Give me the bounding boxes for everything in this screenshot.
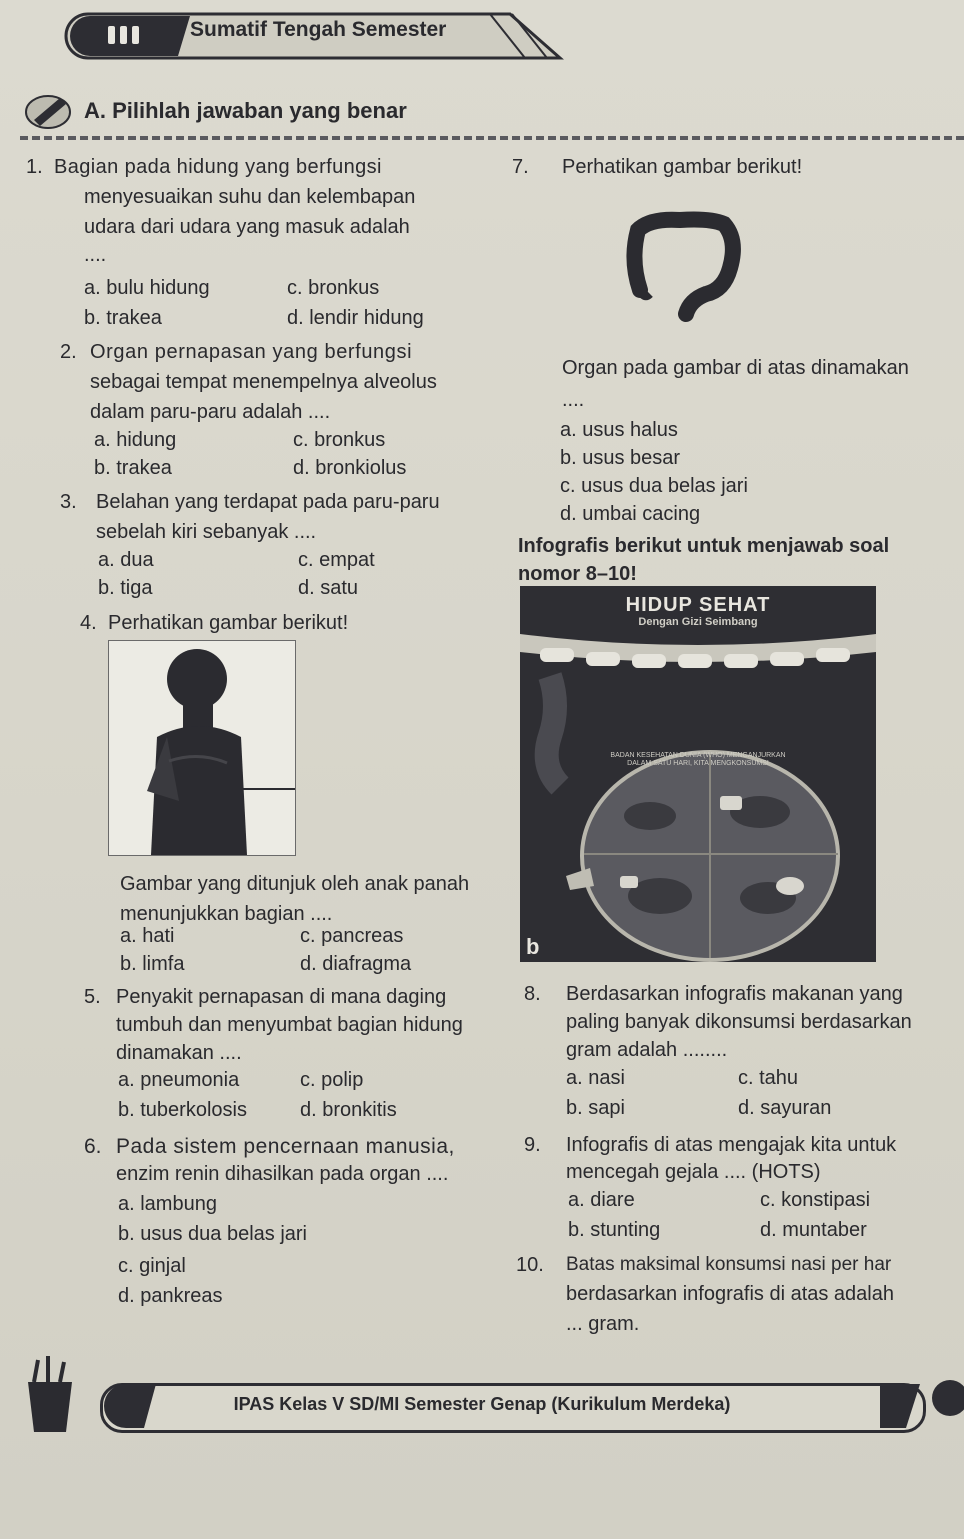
q7-line: Organ pada gambar di atas dinamakan (562, 357, 909, 379)
q7-number: 7. (512, 156, 529, 178)
q10-line: Batas maksimal konsumsi nasi per har (566, 1254, 892, 1275)
q4-option-b[interactable]: b. limfa (120, 953, 185, 975)
q7-option-a[interactable]: a. usus halus (560, 419, 678, 441)
q1-option-d[interactable]: d. lendir hidung (287, 307, 424, 329)
q2-line: dalam paru-paru adalah .... (90, 401, 331, 423)
q6-option-d[interactable]: d. pankreas (118, 1285, 223, 1307)
q3-line: Belahan yang terdapat pada paru-paru (96, 491, 440, 513)
q1-line: .... (84, 244, 107, 266)
q6-number: 6. (84, 1135, 102, 1158)
q5-option-a[interactable]: a. pneumonia (118, 1069, 240, 1091)
q5-option-d[interactable]: d. bronkitis (300, 1099, 397, 1121)
q9-option-b[interactable]: b. stunting (568, 1219, 661, 1241)
q2-option-a[interactable]: a. hidung (94, 429, 177, 451)
q7-line: .... (562, 389, 585, 411)
infographic-who-line: BADAN KESEHATAN DUNIA (WHO) MENGANJURKAN (610, 752, 786, 759)
q9-line: Infografis di atas mengajak kita untuk (566, 1134, 897, 1156)
q4-option-a[interactable]: a. hati (120, 925, 175, 947)
q4-option-c[interactable]: c. pancreas (300, 925, 404, 947)
q3-option-a[interactable]: a. dua (98, 549, 154, 571)
q5-number: 5. (84, 986, 101, 1008)
q1-line: menyesuaikan suhu dan kelembapan (84, 186, 416, 208)
q8-option-c[interactable]: c. tahu (738, 1067, 799, 1089)
q7-option-b[interactable]: b. usus besar (560, 447, 681, 469)
q1-line: Bagian pada hidung yang berfungsi (54, 156, 382, 178)
q3-option-b[interactable]: b. tiga (98, 577, 153, 599)
infographic-who-line: DALAM SATU HARI, KITA MENGKONSUMSI (627, 760, 769, 767)
q1-line: udara dari udara yang masuk adalah (84, 216, 410, 238)
q7-option-d[interactable]: d. umbai cacing (560, 503, 701, 525)
q6-line: Pada sistem pencernaan manusia, (116, 1135, 455, 1158)
q3-number: 3. (60, 491, 77, 513)
q10-line: berdasarkan infografis di atas adalah (566, 1283, 894, 1305)
q2-line: Organ pernapasan yang berfungsi (90, 341, 413, 363)
q6-line: enzim renin dihasilkan pada organ .... (116, 1163, 449, 1185)
torso-illustration (109, 641, 295, 855)
q1-option-c[interactable]: c. bronkus (287, 277, 380, 299)
q2-option-c[interactable]: c. bronkus (293, 429, 386, 451)
q5-option-b[interactable]: b. tuberkolosis (118, 1099, 247, 1121)
q5-option-c[interactable]: c. polip (300, 1069, 364, 1091)
q10-line: ... gram. (566, 1313, 640, 1335)
plate-illustration (520, 586, 876, 962)
q8-line: Berdasarkan infografis makanan yang (566, 983, 903, 1005)
large-intestine-image (620, 190, 750, 330)
pencil-icon (20, 90, 82, 130)
infographic-intro-line: nomor 8–10! (518, 563, 637, 585)
section-title: A. Pilihlah jawaban yang benar (84, 98, 407, 123)
q8-line: gram adalah ........ (566, 1039, 728, 1061)
q4-line: menunjukkan bagian .... (120, 903, 333, 925)
infographic-intro-line: Infografis berikut untuk menjawab soal (518, 535, 890, 557)
q9-number: 9. (524, 1134, 541, 1156)
q9-line: mencegah gejala .... (HOTS) (566, 1161, 821, 1183)
q6-option-b[interactable]: b. usus dua belas jari (118, 1223, 308, 1245)
header-title: Sumatif Tengah Semester (190, 18, 447, 41)
q8-option-b[interactable]: b. sapi (566, 1097, 625, 1119)
q7-intro: Perhatikan gambar berikut! (562, 156, 803, 178)
q8-number: 8. (524, 983, 541, 1005)
q4-number: 4. (80, 612, 97, 634)
q1-option-b[interactable]: b. trakea (84, 307, 162, 329)
q1-number: 1. (26, 156, 43, 178)
q1-option-a[interactable]: a. bulu hidung (84, 277, 210, 299)
q8-option-d[interactable]: d. sayuran (738, 1097, 832, 1119)
section-divider (20, 136, 964, 140)
q4-intro: Perhatikan gambar berikut! (108, 612, 349, 634)
infographic-subtitle: Dengan Gizi Seimbang (638, 616, 758, 628)
infographic (520, 586, 876, 962)
infographic-title: HIDUP SEHAT (625, 594, 771, 616)
q8-line: paling banyak dikonsumsi berdasarkan (566, 1011, 912, 1033)
q6-option-c[interactable]: c. ginjal (118, 1255, 186, 1277)
q7-option-c[interactable]: c. usus dua belas jari (560, 475, 748, 497)
q5-line: Penyakit pernapasan di mana daging (116, 986, 447, 1008)
q9-option-d[interactable]: d. muntaber (760, 1219, 867, 1241)
q2-option-b[interactable]: b. trakea (94, 457, 172, 479)
q3-option-d[interactable]: d. satu (298, 577, 359, 599)
q9-option-c[interactable]: c. konstipasi (760, 1189, 871, 1211)
q2-line: sebagai tempat menempelnya alveolus (90, 371, 437, 393)
q2-option-d[interactable]: d. bronkiolus (293, 457, 407, 479)
q6-option-a[interactable]: a. lambung (118, 1193, 217, 1215)
upper-body-image (108, 640, 296, 856)
q9-option-a[interactable]: a. diare (568, 1189, 635, 1211)
infographic-b-label: b (526, 934, 540, 959)
q4-line: Gambar yang ditunjuk oleh anak panah (120, 873, 470, 895)
q5-line: dinamakan .... (116, 1042, 242, 1064)
q3-option-c[interactable]: c. empat (298, 549, 375, 571)
q4-option-d[interactable]: d. diafragma (300, 953, 412, 975)
q2-number: 2. (60, 341, 77, 363)
q8-option-a[interactable]: a. nasi (566, 1067, 625, 1089)
footer-text: IPAS Kelas V SD/MI Semester Genap (Kurikulum Merdeka) (233, 1394, 731, 1414)
q3-line: sebelah kiri sebanyak .... (96, 521, 317, 543)
q5-line: tumbuh dan menyumbat bagian hidung (116, 1014, 463, 1036)
q10-number: 10. (516, 1254, 544, 1276)
